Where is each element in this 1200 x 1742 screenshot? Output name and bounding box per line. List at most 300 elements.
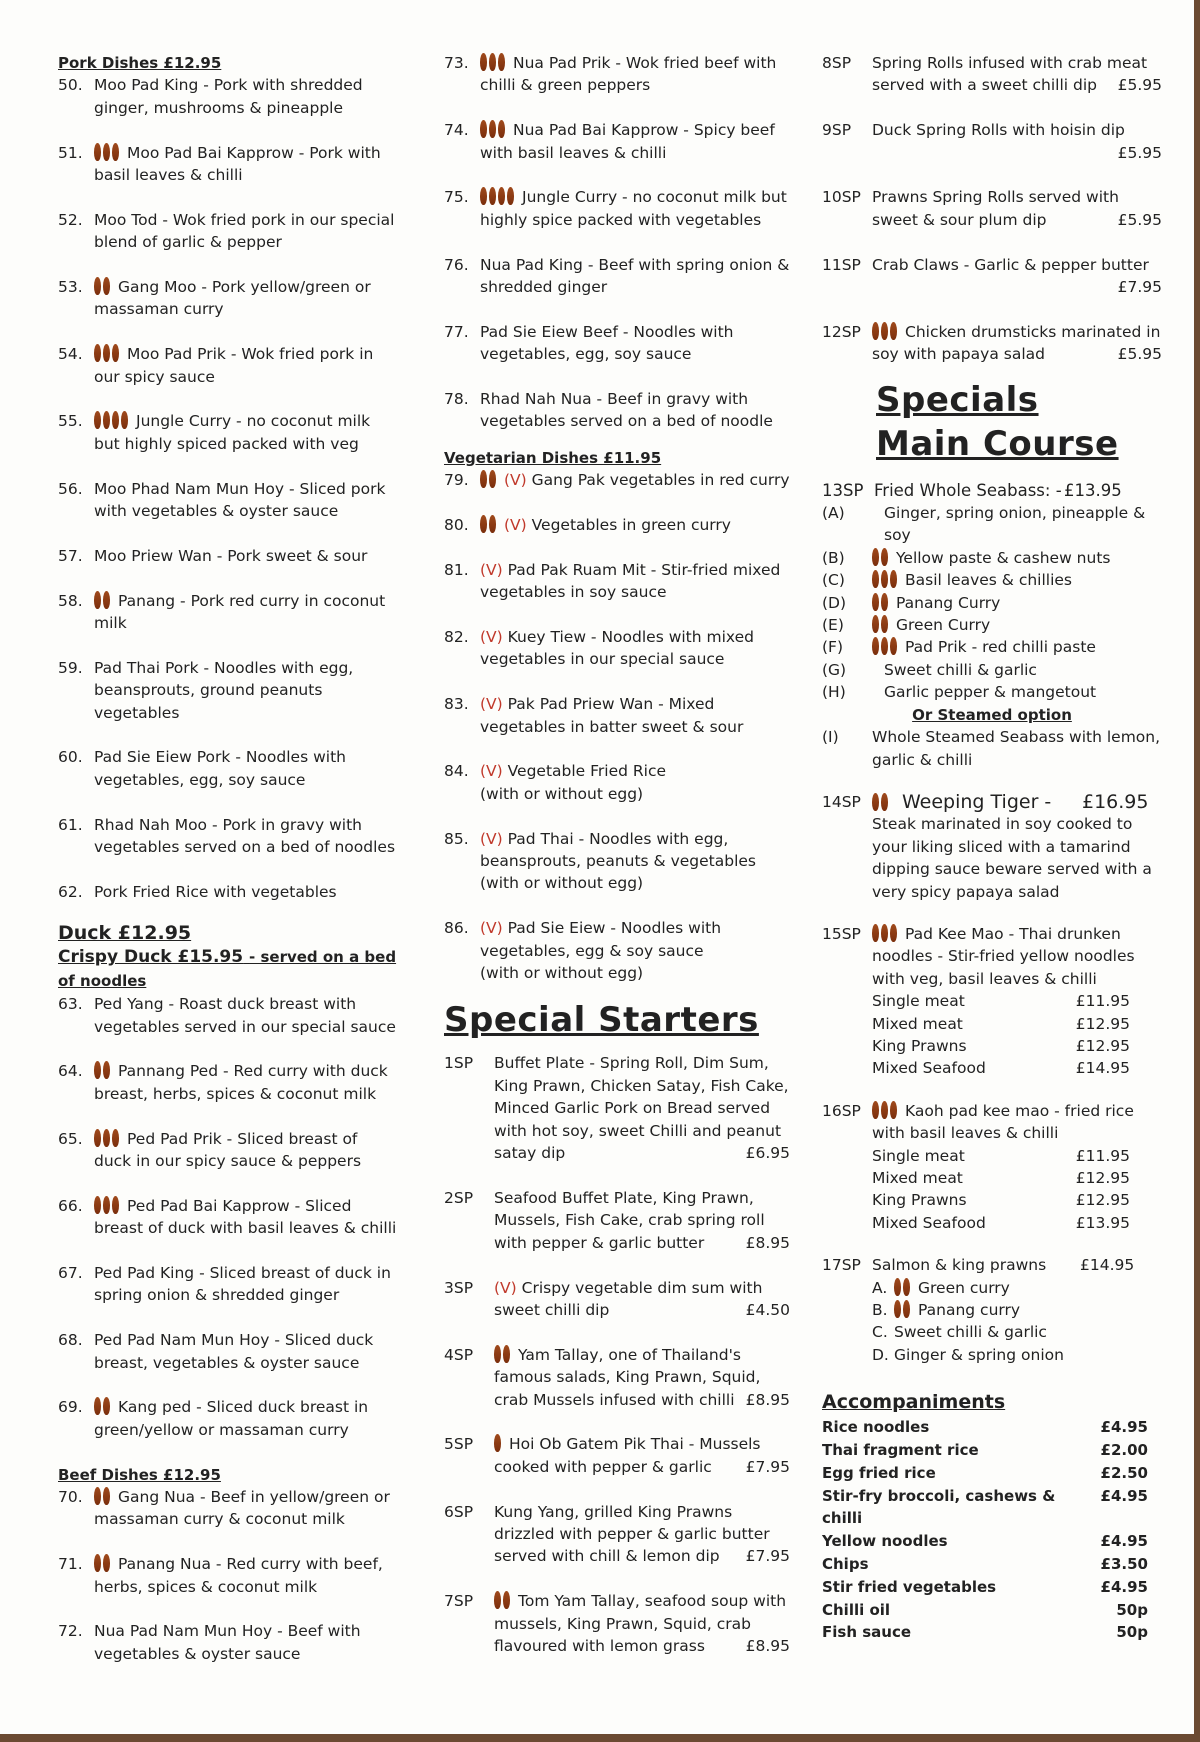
item-text: Pad Sie Eiew - Noodles with vegetables, egg & soy sauce <box>480 919 722 960</box>
menu-item <box>444 254 790 299</box>
starter-item <box>822 254 1162 299</box>
pad-kee-mao-description: Pad Kee Mao - Thai drunken noodles - Stir-fried yellow noodles with veg, basil leaves & chilli <box>872 924 1135 988</box>
chili-rating-icons <box>94 1398 112 1416</box>
starter-price: £7.95 <box>745 1547 790 1566</box>
chili-icon <box>872 615 879 633</box>
starter-price: £4.50 <box>745 1300 790 1319</box>
starter-text: Seafood Buffet Plate, King Prawn, Mussels, Fish Cake, crab spring roll with pepper & garlic butter <box>494 1188 765 1252</box>
vegetarian-mark: (V) <box>480 919 503 938</box>
duck-section-title: Duck £12.95 <box>58 922 192 945</box>
starter-text: Hoi Ob Gatem Pik Thai - Mussels cooked with pepper & garlic <box>494 1435 761 1476</box>
option-text <box>872 502 1162 547</box>
starter-description <box>494 1433 790 1478</box>
menu-item <box>444 119 790 164</box>
option-row <box>822 681 1162 703</box>
chili-rating-icons <box>94 412 130 430</box>
size-row <box>872 1013 1130 1035</box>
menu-item <box>58 1396 398 1441</box>
item-description <box>480 917 790 984</box>
chili-rating-icons <box>480 188 516 206</box>
chili-icon <box>872 593 879 611</box>
seabass-title: Fried Whole Seabass: - <box>874 480 1062 500</box>
item-number: 76. <box>444 255 469 274</box>
option-label: (A) <box>822 504 845 523</box>
chili-icon <box>494 1434 501 1452</box>
seabass-price: £13.95 <box>1064 480 1122 500</box>
chili-icon <box>94 1129 101 1147</box>
item-number: 65. <box>58 1129 83 1148</box>
option-row <box>872 1277 1162 1299</box>
option-label: B. <box>872 1301 888 1320</box>
item-text: Nua Pad Prik - Wok fried beef with chilli & green peppers <box>480 54 777 95</box>
starter-number: 6SP <box>444 1502 474 1521</box>
item-text: Nua Pad Bai Kapprow - Spicy beef with basil leaves & chilli <box>480 121 775 162</box>
item-text: Pad Pak Ruam Mit - Stir-fried mixed vegetables in soy sauce <box>480 560 781 602</box>
item-number: 66. <box>58 1196 83 1215</box>
kaoh-pad-chili <box>872 1102 905 1120</box>
menu-item <box>58 993 398 1038</box>
item-description <box>94 657 398 724</box>
starter-number: 5SP <box>444 1435 474 1454</box>
option-name: Panang Curry <box>896 593 1001 612</box>
chili-icon <box>103 1061 110 1079</box>
starter-item <box>822 52 1162 97</box>
item-number: 81. <box>444 560 469 579</box>
chili-icon <box>103 411 110 429</box>
item-text: Moo Phad Nam Mun Hoy - Sliced pork with vegetables & oyster sauce <box>94 479 386 521</box>
chili-icon <box>489 187 496 205</box>
chili-icon <box>94 411 101 429</box>
menu-item <box>58 590 398 635</box>
item-description <box>480 514 790 536</box>
chili-icon <box>872 548 879 566</box>
item-extra: (with or without egg) <box>480 964 644 983</box>
chili-icon <box>498 120 505 138</box>
chili-icon <box>881 615 888 633</box>
size-name: King Prawns <box>872 1191 967 1210</box>
chili-icon <box>103 1196 110 1214</box>
chili-icon <box>94 277 101 295</box>
item-text: Rhad Nah Nua - Beef in gravy with vegetables served on a bed of noodle <box>480 390 773 431</box>
option-row <box>822 547 1162 569</box>
chili-icon <box>872 924 879 942</box>
starter-price: £5.95 <box>1117 345 1162 364</box>
pork-section-title: Pork Dishes £12.95 <box>58 54 222 72</box>
chili-icon <box>103 591 110 609</box>
accompaniment-price: £4.95 <box>1100 1486 1148 1505</box>
chili-icon <box>881 322 888 340</box>
starter-item <box>444 1433 790 1478</box>
beef-list <box>58 1486 398 1665</box>
item-number: 60. <box>58 748 83 767</box>
chili-icon <box>94 1554 101 1572</box>
item-number: 54. <box>58 345 83 364</box>
size-name: Mixed Seafood <box>872 1059 986 1078</box>
chili-icon <box>903 1300 910 1318</box>
starter-description <box>494 1344 790 1411</box>
option-text <box>872 569 1072 591</box>
item-description <box>94 1620 398 1665</box>
size-row <box>872 1212 1130 1234</box>
beef-section-title: Beef Dishes £12.95 <box>58 1465 221 1484</box>
starter-text: Spring Rolls infused with crab meat served with a sweet chilli dip <box>872 54 1148 95</box>
starter-description <box>494 1277 790 1322</box>
menu-item <box>444 760 790 805</box>
menu-item <box>58 1620 398 1665</box>
crispy-duck-heading <box>58 945 398 993</box>
menu-item <box>444 693 790 738</box>
chili-icon <box>881 924 888 942</box>
chili-icon <box>480 515 487 533</box>
item-description <box>94 1396 398 1441</box>
menu-item <box>444 559 790 604</box>
accompaniment-name: Fish sauce <box>822 1623 912 1642</box>
size-price: £12.95 <box>1075 1169 1130 1187</box>
item-text: Rhad Nah Moo - Pork in gravy with vegetables served on a bed of noodles <box>94 815 396 857</box>
size-price: £13.95 <box>1075 1213 1130 1232</box>
item-description <box>480 626 790 671</box>
starter-item <box>444 1187 790 1254</box>
option-text <box>872 636 1096 658</box>
item-description <box>94 343 398 388</box>
option-row <box>872 1321 1162 1343</box>
size-row <box>872 1035 1130 1057</box>
item-description <box>480 388 790 433</box>
kaoh-pad-sizes <box>872 1145 1162 1235</box>
weeping-tiger-number: 14SP <box>822 792 861 811</box>
item-text: Gang Nua - Beef in yellow/green or massaman curry & coconut milk <box>94 1488 390 1529</box>
item-extra: (with or without egg) <box>480 874 644 893</box>
chili-icon <box>872 1101 879 1119</box>
vegetarian-mark: (V) <box>480 560 503 579</box>
item-number: 83. <box>444 695 469 714</box>
chili-rating-icons <box>94 1062 112 1080</box>
chili-rating-icons <box>94 592 112 610</box>
starter-number: 10SP <box>822 188 861 207</box>
starter-price: £7.95 <box>745 1457 790 1476</box>
item-description <box>94 276 398 321</box>
menu-item <box>444 828 790 895</box>
size-price: £12.95 <box>1075 1036 1130 1055</box>
option-text <box>894 1299 1020 1321</box>
menu-item <box>444 514 790 536</box>
option-label: A. <box>872 1278 888 1297</box>
item-text: Ped Pad King - Sliced breast of duck in spring onion & shredded ginger <box>94 1264 391 1305</box>
starter-number: 1SP <box>444 1054 474 1073</box>
menu-item <box>58 410 398 455</box>
item-number: 77. <box>444 322 469 341</box>
item-text: Moo Priew Wan - Pork sweet & sour <box>94 546 368 565</box>
chili-icon <box>480 53 487 71</box>
steamed-option-label: Or Steamed option <box>912 705 1072 724</box>
starter-text: Buffet Plate - Spring Roll, Dim Sum, King Prawn, Chicken Satay, Fish Cake, Minced Garlic Pork on Bread served with hot soy, sweet Chilli and peanut satay dip <box>494 1054 789 1163</box>
chili-rating-icons <box>894 1301 912 1319</box>
starter-item <box>822 119 1162 164</box>
item-description <box>94 993 398 1038</box>
accompaniment-price: £4.95 <box>1100 1532 1148 1551</box>
item-text: Gang Pak vegetables in red curry <box>531 471 790 490</box>
accompaniment-name: Thai fragment rice <box>822 1441 979 1460</box>
chili-icon <box>881 548 888 566</box>
size-row <box>872 1167 1130 1189</box>
option-text <box>872 614 990 636</box>
salmon-title: Salmon & king prawns <box>872 1256 1047 1275</box>
chili-rating-icons <box>480 471 498 489</box>
chili-icon <box>112 143 119 161</box>
item-number: 69. <box>58 1398 83 1417</box>
item-number: 71. <box>58 1555 83 1574</box>
starter-item <box>444 1277 790 1322</box>
chili-icon <box>103 1397 110 1415</box>
chili-icon <box>881 593 888 611</box>
steamed-option-text: Whole Steamed Seabass with lemon, garlic & chilli <box>872 728 1161 769</box>
chili-icon <box>112 344 119 362</box>
item-description <box>94 1128 398 1173</box>
column-middle <box>444 52 790 1680</box>
item-text: Moo Pad King - Pork with shredded ginger, mushrooms & pineapple <box>94 76 363 117</box>
option-row <box>822 592 1162 614</box>
starter-price: £6.95 <box>745 1144 790 1163</box>
size-row <box>872 1057 1130 1079</box>
starter-text: Yam Tallay, one of Thailand's famous salads, King Prawn, Squid, crab Mussels infused with chilli <box>494 1345 761 1409</box>
steamed-option <box>822 726 1162 771</box>
item-text: Ped Pad Nam Mun Hoy - Sliced duck breast, vegetables & oyster sauce <box>94 1331 374 1372</box>
starter-text: Tom Yam Tallay, seafood soup with mussels, King Prawn, Squid, crab flavoured with lemon grass <box>494 1592 787 1655</box>
item-description <box>480 52 790 97</box>
menu-item <box>444 917 790 984</box>
size-price: £11.95 <box>1075 992 1130 1011</box>
chili-icon <box>489 515 496 533</box>
starter-price: £7.95 <box>1117 278 1162 297</box>
item-number: 56. <box>58 479 83 498</box>
item-text: Vegetables in green curry <box>531 516 731 535</box>
accompaniments-title: Accompaniments <box>822 1391 1006 1414</box>
chili-rating-icons <box>480 121 507 139</box>
chili-icon <box>94 344 101 362</box>
beef-list-continued <box>444 52 790 433</box>
specials-title: Specials <box>876 379 1039 420</box>
chili-rating-icons <box>94 278 112 296</box>
item-number: 62. <box>58 882 83 901</box>
chili-icon <box>103 143 110 161</box>
crispy-duck-note: - served on a bed of noodles <box>58 948 397 991</box>
menu-item <box>58 1128 398 1173</box>
option-name: Sweet chilli & garlic <box>884 660 1037 679</box>
item-description <box>94 1060 398 1105</box>
accompaniment-name: Chilli oil <box>822 1600 891 1619</box>
accompaniment-row <box>822 1462 1148 1485</box>
starter-price: £8.95 <box>745 1390 790 1409</box>
weeping-tiger-block <box>822 791 1162 903</box>
size-row <box>872 1145 1130 1167</box>
chili-icon <box>903 1278 910 1296</box>
item-text: Ped Yang - Roast duck breast with vegetables served in our special sauce <box>94 995 396 1036</box>
chili-icon <box>872 637 879 655</box>
menu-item <box>58 1329 398 1374</box>
chili-icon <box>890 322 897 340</box>
option-name: Sweet chilli & garlic <box>894 1323 1047 1342</box>
accompaniment-price: £2.50 <box>1100 1463 1148 1482</box>
item-text: Nua Pad King - Beef with spring onion & shredded ginger <box>480 255 790 297</box>
chili-icon <box>112 1129 119 1147</box>
size-name: Mixed Seafood <box>872 1213 986 1232</box>
starter-number: 11SP <box>822 255 861 274</box>
option-name: Pad Prik - red chilli paste <box>905 638 1096 657</box>
chili-icon <box>103 1487 110 1505</box>
menu-item <box>58 1195 398 1240</box>
menu-item <box>58 142 398 187</box>
special-starters-title: Special Starters <box>444 1000 759 1041</box>
item-text: Moo Tod - Wok fried pork in our special blend of garlic & pepper <box>94 210 395 252</box>
starter-item <box>444 1501 790 1568</box>
accompaniment-name: Stir-fry broccoli, cashews & chilli <box>822 1486 1056 1528</box>
accompaniment-price: £4.95 <box>1100 1577 1148 1596</box>
option-name: Ginger & spring onion <box>894 1345 1064 1364</box>
chili-icon <box>507 187 514 205</box>
menu-item <box>58 881 398 903</box>
crispy-duck-title: Crispy Duck £15.95 <box>58 947 244 968</box>
chili-rating-icons <box>94 1197 121 1215</box>
item-description <box>480 559 790 604</box>
salmon-options <box>872 1277 1162 1367</box>
starter-description <box>872 186 1162 231</box>
item-number: 67. <box>58 1264 83 1283</box>
accompaniment-name: Rice noodles <box>822 1418 930 1437</box>
starter-price: £5.95 <box>1117 143 1162 162</box>
item-text: Jungle Curry - no coconut milk but highly spice packed with vegetables <box>480 188 787 229</box>
chili-rating-icons <box>872 638 899 656</box>
item-text: Jungle Curry - no coconut milk but highly spiced packed with veg <box>94 412 371 453</box>
starter-item <box>822 186 1162 231</box>
item-description <box>94 1329 398 1374</box>
weeping-tiger-description: Steak marinated in soy cooked to your liking sliced with a tamarind dipping sauce beware served with a very spicy papaya salad <box>872 815 1152 901</box>
vegetarian-mark: (V) <box>480 762 503 781</box>
item-number: 79. <box>444 471 469 490</box>
chili-rating-icons <box>872 323 899 341</box>
chili-icon <box>881 637 888 655</box>
special-starters-list <box>444 1052 790 1657</box>
starter-item <box>444 1052 790 1164</box>
chili-rating-icons <box>494 1346 512 1364</box>
item-number: 68. <box>58 1331 83 1350</box>
chili-icon <box>94 1487 101 1505</box>
chili-icon <box>489 120 496 138</box>
menu-item <box>58 276 398 321</box>
weeping-tiger-price: £16.95 <box>1082 790 1149 813</box>
item-number: 64. <box>58 1062 83 1081</box>
chili-icon <box>881 570 888 588</box>
chili-icon <box>894 1300 901 1318</box>
menu-item <box>58 343 398 388</box>
starter-description <box>494 1590 790 1657</box>
menu-item <box>444 626 790 671</box>
item-text: Nua Pad Nam Mun Hoy - Beef with vegetables & oyster sauce <box>94 1622 361 1663</box>
item-description <box>94 1262 398 1307</box>
item-text: Gang Moo - Pork yellow/green or massaman curry <box>94 278 371 319</box>
seabass-options <box>822 502 1162 704</box>
option-text <box>894 1277 1010 1299</box>
option-label: D. <box>872 1345 889 1364</box>
item-description <box>94 814 398 859</box>
option-text <box>894 1344 1064 1366</box>
vegetarian-mark: (V) <box>494 1278 517 1297</box>
item-number: 57. <box>58 546 83 565</box>
starter-description <box>494 1501 790 1568</box>
option-row <box>872 1344 1162 1366</box>
chili-icon <box>94 591 101 609</box>
chili-icon <box>494 1591 501 1609</box>
chili-icon <box>480 470 487 488</box>
starter-description <box>872 52 1162 97</box>
item-number: 51. <box>58 143 83 162</box>
item-text: Ped Pad Prik - Sliced breast of duck in our spicy sauce & peppers <box>94 1129 362 1171</box>
item-number: 50. <box>58 76 83 95</box>
item-number: 86. <box>444 919 469 938</box>
size-row <box>872 990 1130 1012</box>
kaoh-pad-block <box>822 1100 1162 1234</box>
size-price: £12.95 <box>1075 1191 1130 1210</box>
chili-rating-icons <box>94 144 121 162</box>
starter-price: £8.95 <box>745 1636 790 1655</box>
menu-item <box>58 1060 398 1105</box>
starter-text: Chicken drumsticks marinated in soy with papaya salad <box>872 322 1161 364</box>
option-row <box>872 1299 1162 1321</box>
option-name: Green curry <box>918 1278 1010 1297</box>
chili-icon <box>103 277 110 295</box>
item-number: 52. <box>58 210 83 229</box>
accompaniment-row <box>822 1416 1148 1439</box>
chili-rating-icons <box>872 616 890 634</box>
item-number: 72. <box>58 1622 83 1641</box>
chili-rating-icons <box>494 1592 512 1610</box>
accompaniment-row <box>822 1576 1148 1599</box>
chili-rating-icons <box>94 1555 112 1573</box>
starter-description <box>872 254 1162 299</box>
item-description <box>480 469 790 491</box>
item-number: 61. <box>58 815 83 834</box>
size-row <box>872 1189 1130 1211</box>
chili-icon <box>480 187 487 205</box>
item-text: Moo Pad Prik - Wok fried pork in our spicy sauce <box>94 345 374 386</box>
accompaniment-row <box>822 1599 1148 1622</box>
accompaniment-row <box>822 1485 1148 1531</box>
chili-icon <box>103 1129 110 1147</box>
chili-icon <box>103 1554 110 1572</box>
weeping-tiger-chili <box>872 791 896 813</box>
pad-kee-mao-chili <box>872 925 905 943</box>
menu-item <box>444 388 790 433</box>
menu-item <box>444 52 790 97</box>
item-text: Kuey Tiew - Noodles with mixed vegetables in our special sauce <box>480 628 754 669</box>
duck-list <box>58 993 398 1441</box>
salmon-block <box>822 1254 1162 1366</box>
chili-rating-icons <box>872 1102 899 1120</box>
accompaniment-name: Stir fried vegetables <box>822 1577 997 1596</box>
option-label: (H) <box>822 683 846 702</box>
option-row <box>822 659 1162 681</box>
item-text: Panang - Pork red curry in coconut milk <box>94 591 386 633</box>
menu-item <box>58 478 398 523</box>
size-name: Mixed meat <box>872 1169 963 1187</box>
accompaniment-price: £3.50 <box>1100 1555 1148 1574</box>
menu-item <box>58 209 398 254</box>
pad-kee-mao-number: 15SP <box>822 924 861 943</box>
size-price: £14.95 <box>1075 1059 1130 1078</box>
column-right <box>822 52 1162 1644</box>
chili-icon <box>94 1196 101 1214</box>
item-description <box>94 209 398 254</box>
item-description <box>94 142 398 187</box>
